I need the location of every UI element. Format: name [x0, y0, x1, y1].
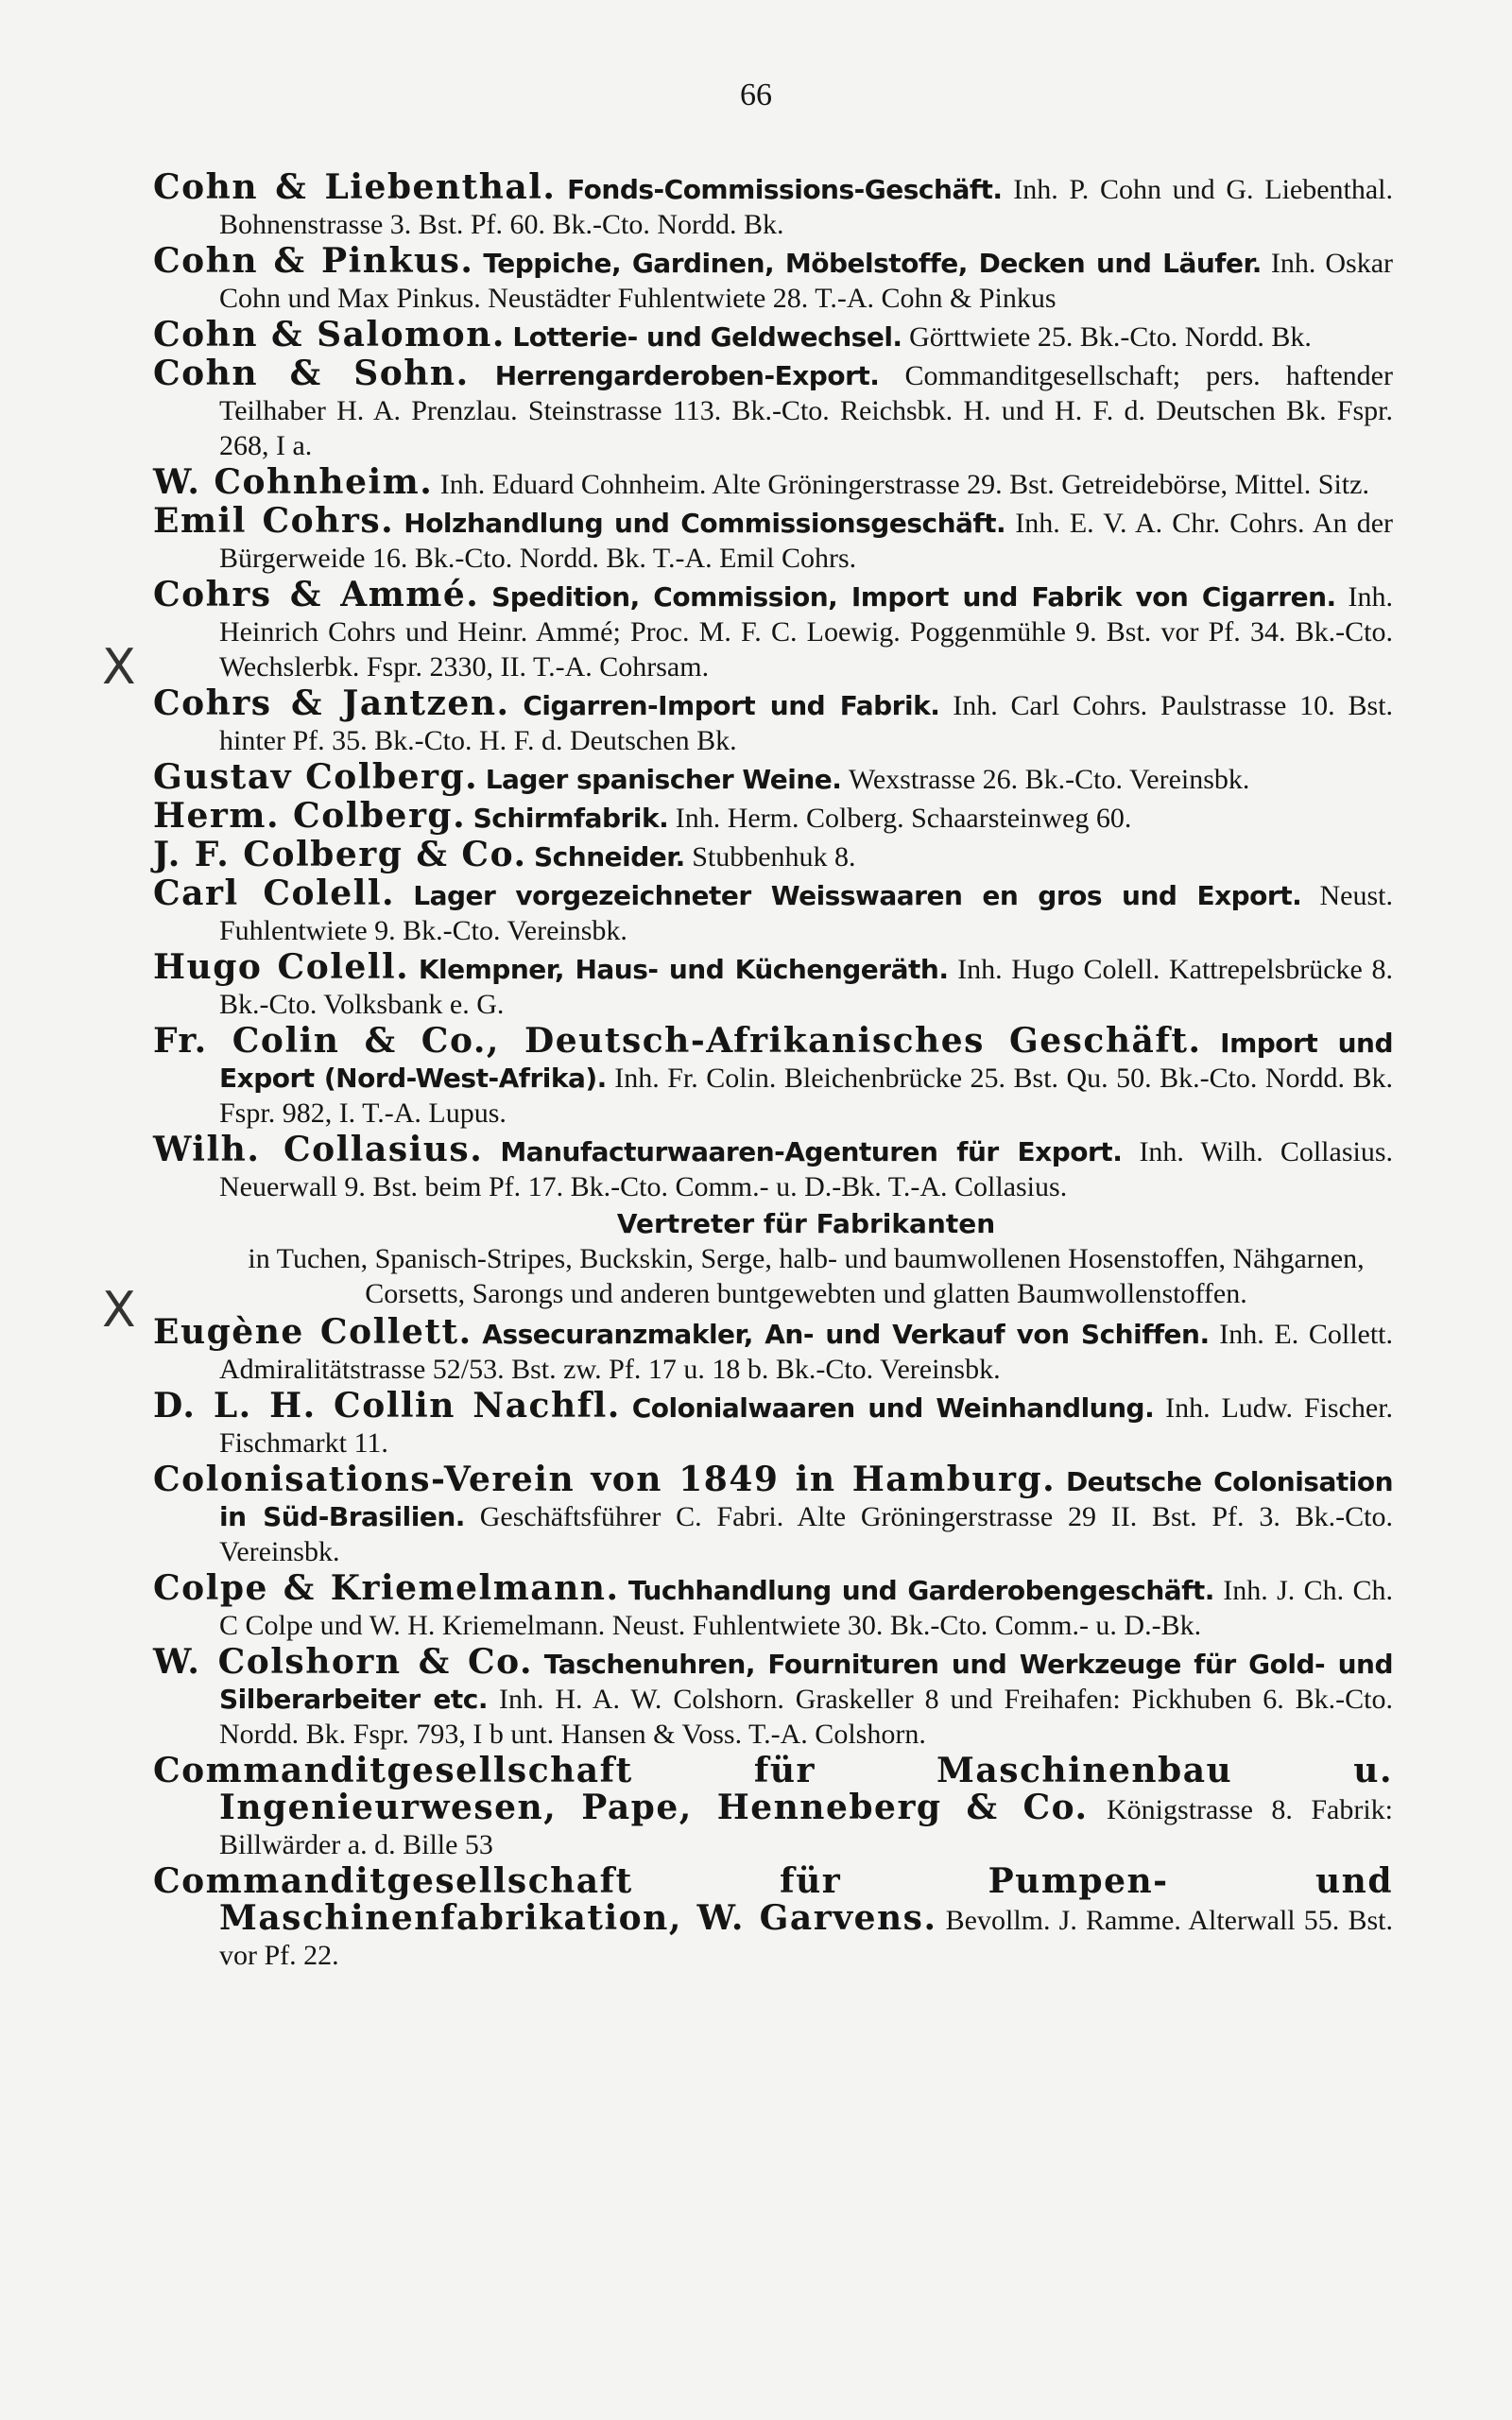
entry-description: Lotterie- und Geldwechsel.: [512, 321, 902, 353]
entry-name: Cohrs & Ammé.: [153, 575, 480, 614]
entry-name: Eugène Collett.: [153, 1312, 472, 1352]
entry-description: Schneider.: [534, 841, 685, 873]
entry-detail: Inh. Herm. Colberg. Schaarsteinweg 60.: [675, 803, 1132, 834]
entry-detail: Inh. Fr. Colin. Bleichenbrücke 25. Bst. Qu. 50. Bk.-Cto. Nordd. Bk. Fspr. 982, I. T.-A. Lupus.: [219, 1063, 1393, 1129]
entry-description: Taschenuhren, Fournituren und Werkzeuge für Gold- und Silberarbeiter etc.: [219, 1649, 1393, 1715]
entry-description: Colonialwaaren und Weinhandlung.: [631, 1392, 1155, 1424]
list-item: [153, 683, 1394, 758]
entry-description: Klempner, Haus- und Küchengeräth.: [418, 954, 949, 985]
entry-description: Cigarren-Import und Fabrik.: [523, 690, 940, 721]
page-number: 66: [740, 78, 772, 112]
entry-detail: Bevollm. J. Ramme. Alterwall 55. Bst. vor Pf. 22.: [219, 1905, 1393, 1971]
entry-description: Tuchhandlung und Garderobengeschäft.: [627, 1575, 1214, 1606]
entry-name: Colpe & Kriemelmann.: [153, 1568, 620, 1608]
entry-detail: Inh. Carl Cohrs. Paulstrasse 10. Bst. hinter Pf. 35. Bk.-Cto. H. F. d. Deutschen Bk.: [219, 690, 1394, 756]
list-item: [153, 241, 1394, 316]
entry-description: Holzhandlung und Commissionsgeschäft.: [404, 508, 1006, 539]
list-item: [153, 757, 1393, 797]
list-item: [153, 873, 1393, 948]
list-item: [153, 462, 1393, 502]
list-item: [153, 796, 1393, 836]
list-item: [153, 1462, 1393, 1569]
entry-detail: Inh. E. Collett. Admiralitätstrasse 52/53. Bst. zw. Pf. 17 u. 18 b. Bk.-Cto. Vereinsbk.: [219, 1319, 1394, 1385]
entry-name: Cohn & Sohn.: [153, 354, 470, 393]
entry-name: Herm. Colberg.: [153, 796, 467, 836]
list-item: [153, 1386, 1394, 1461]
margin-cross-mark: X: [102, 1282, 136, 1339]
entry-name: Cohn & Pinkus.: [153, 241, 474, 281]
entry-name: Gustav Colberg.: [153, 757, 479, 797]
entry-name: Wilh. Collasius.: [153, 1130, 484, 1169]
entry-description: Schirmfabrik.: [472, 803, 669, 834]
list-item: [153, 315, 1393, 354]
entry-description: Lager spanischer Weine.: [485, 764, 842, 795]
list-item: [153, 575, 1393, 684]
list-item: [153, 1021, 1394, 1131]
entry-detail: Commanditgesellschaft; pers. haftender Teilhaber H. A. Prenzlau. Steinstrasse 113. Bk.-Cto. Reichsbk. H. und H. F. d. Deutschen Bk. Fspr. 268, I a.: [219, 360, 1393, 461]
entry-name: Colonisations-Verein von 1849 in Hamburg.: [153, 1460, 1057, 1499]
note-text: in Tuchen, Spanisch-Stripes, Buckskin, Serge, halb- und baumwollenen Hosenstoffen, Nähgarnen, Corsetts, Sarongs und anderen buntgewebten und glatten Baumwollenstoffen.: [248, 1243, 1365, 1309]
entry-name: Cohn & Liebenthal.: [153, 167, 557, 207]
entry-detail: Inh. Wilh. Collasius. Neuerwall 9. Bst. beim Pf. 17. Bk.-Cto. Comm.- u. D.-Bk. T.-A. Collasius.: [219, 1136, 1394, 1202]
entry-detail: Inh. Eduard Cohnheim. Alte Gröningerstrasse 29. Bst. Getreidebörse, Mittel. Sitz.: [439, 469, 1369, 500]
collasius-representative-note: [219, 1206, 1393, 1311]
entry-name: D. L. H. Collin Nachfl.: [153, 1386, 621, 1426]
entry-detail: Inh. Hugo Colell. Kattrepelsbrücke 8. Bk.-Cto. Volksbank e. G.: [219, 954, 1394, 1020]
entry-name: W. Colshorn & Co.: [153, 1642, 534, 1682]
entry-description: Deutsche Colonisation in Süd-Brasilien.: [219, 1466, 1394, 1532]
entry-name: W. Cohnheim.: [153, 462, 434, 502]
entry-name: Hugo Colell.: [153, 947, 410, 987]
list-item: [153, 1642, 1394, 1752]
entry-detail: Wexstrasse 26. Bk.-Cto. Vereinsbk.: [848, 764, 1250, 795]
entry-description: Spedition, Commission, Import und Fabrik von Cigarren.: [491, 581, 1336, 613]
entry-detail: Inh. H. A. W. Colshorn. Graskeller 8 und Freihafen: Pickhuben 6. Bk.-Cto. Nordd. Bk. Fspr. 793, I b unt. Hansen & Voss. T.-A. Colshorn.: [219, 1684, 1394, 1750]
entry-detail: Görttwiete 25. Bk.-Cto. Nordd. Bk.: [909, 321, 1312, 353]
entry-description: Manufacturwaaren-Agenturen für Export.: [500, 1136, 1123, 1167]
entry-detail: Inh. Oskar Cohn und Max Pinkus. Neustädter Fuhlentwiete 28. T.-A. Cohn & Pinkus: [219, 248, 1394, 314]
directory-entries: [153, 167, 1394, 1973]
list-item: [153, 1568, 1394, 1643]
entry-detail: Inh. E. V. A. Chr. Cohrs. An der Bürgerweide 16. Bk.-Cto. Nordd. Bk. T.-A. Emil Cohrs.: [219, 508, 1393, 574]
entry-name: Emil Cohrs.: [153, 501, 395, 541]
entry-detail: Königstrasse 8. Fabrik: Billwärder a. d. Bille 53: [219, 1794, 1394, 1860]
entry-detail: Inh. Ludw. Fischer. Fischmarkt 11.: [219, 1392, 1394, 1459]
list-item: [153, 167, 1394, 242]
entry-name: Fr. Colin & Co., Deutsch-Afrikanisches Geschäft.: [153, 1021, 1202, 1061]
list-item: [153, 1751, 1394, 1862]
entry-detail: Stubbenhuk 8.: [692, 841, 856, 873]
entry-name: Commanditgesellschaft für Maschinenbau u. Ingenieurwesen, Pape, Henneberg & Co.: [153, 1751, 1393, 1827]
list-item: [153, 1312, 1394, 1387]
list-item: [153, 1132, 1393, 1204]
entry-detail: Inh. J. Ch. Ch. C Colpe und W. H. Kriemelmann. Neust. Fuhlentwiete 30. Bk.-Cto. Comm.- u. D.-Bk.: [219, 1575, 1394, 1641]
entry-name: Cohrs & Jantzen.: [153, 683, 510, 723]
entry-name: Carl Colell.: [153, 873, 396, 913]
list-item: [153, 835, 1393, 874]
list-item: [153, 356, 1393, 463]
entry-name: Cohn & Salomon.: [153, 315, 506, 354]
list-item: [153, 1861, 1393, 1973]
entry-detail: Neust. Fuhlentwiete 9. Bk.-Cto. Vereinsbk.: [219, 880, 1393, 946]
entry-name: Commanditgesellschaft für Pumpen- und Maschinenfabrikation, W. Garvens.: [153, 1861, 1393, 1938]
entry-detail: Inh. P. Cohn und G. Liebenthal. Bohnenstrasse 3. Bst. Pf. 60. Bk.-Cto. Nordd. Bk.: [219, 174, 1394, 240]
list-item: [153, 501, 1393, 576]
entry-detail: Inh. Heinrich Cohrs und Heinr. Ammé; Proc. M. F. C. Loewig. Poggenmühle 9. Bst. vor Pf. 34. Bk.-Cto. Wechslerbk. Fspr. 2330, II. T.-A. Cohrsam.: [219, 581, 1393, 683]
note-heading: Vertreter für Fabrikanten: [616, 1208, 996, 1239]
entry-description: Lager vorgezeichneter Weisswaaren en gros und Export.: [413, 880, 1302, 911]
entry-description: Teppiche, Gardinen, Möbelstoffe, Decken und Läufer.: [483, 248, 1262, 279]
entry-description: Assecuranzmakler, An- und Verkauf von Schiffen.: [482, 1319, 1210, 1350]
list-item: [153, 947, 1394, 1022]
entry-description: Import und Export (Nord-West-Afrika).: [219, 1028, 1394, 1094]
entry-detail: Geschäftsführer C. Fabri. Alte Gröningerstrasse 29 II. Bst. Pf. 3. Bk.-Cto. Vereinsbk.: [219, 1501, 1394, 1567]
margin-cross-mark: X: [102, 639, 136, 696]
entry-name: J. F. Colberg & Co.: [153, 835, 527, 874]
entry-description: Herrengarderoben-Export.: [494, 360, 880, 391]
entry-description: Fonds-Commissions-Geschäft.: [567, 174, 1003, 205]
